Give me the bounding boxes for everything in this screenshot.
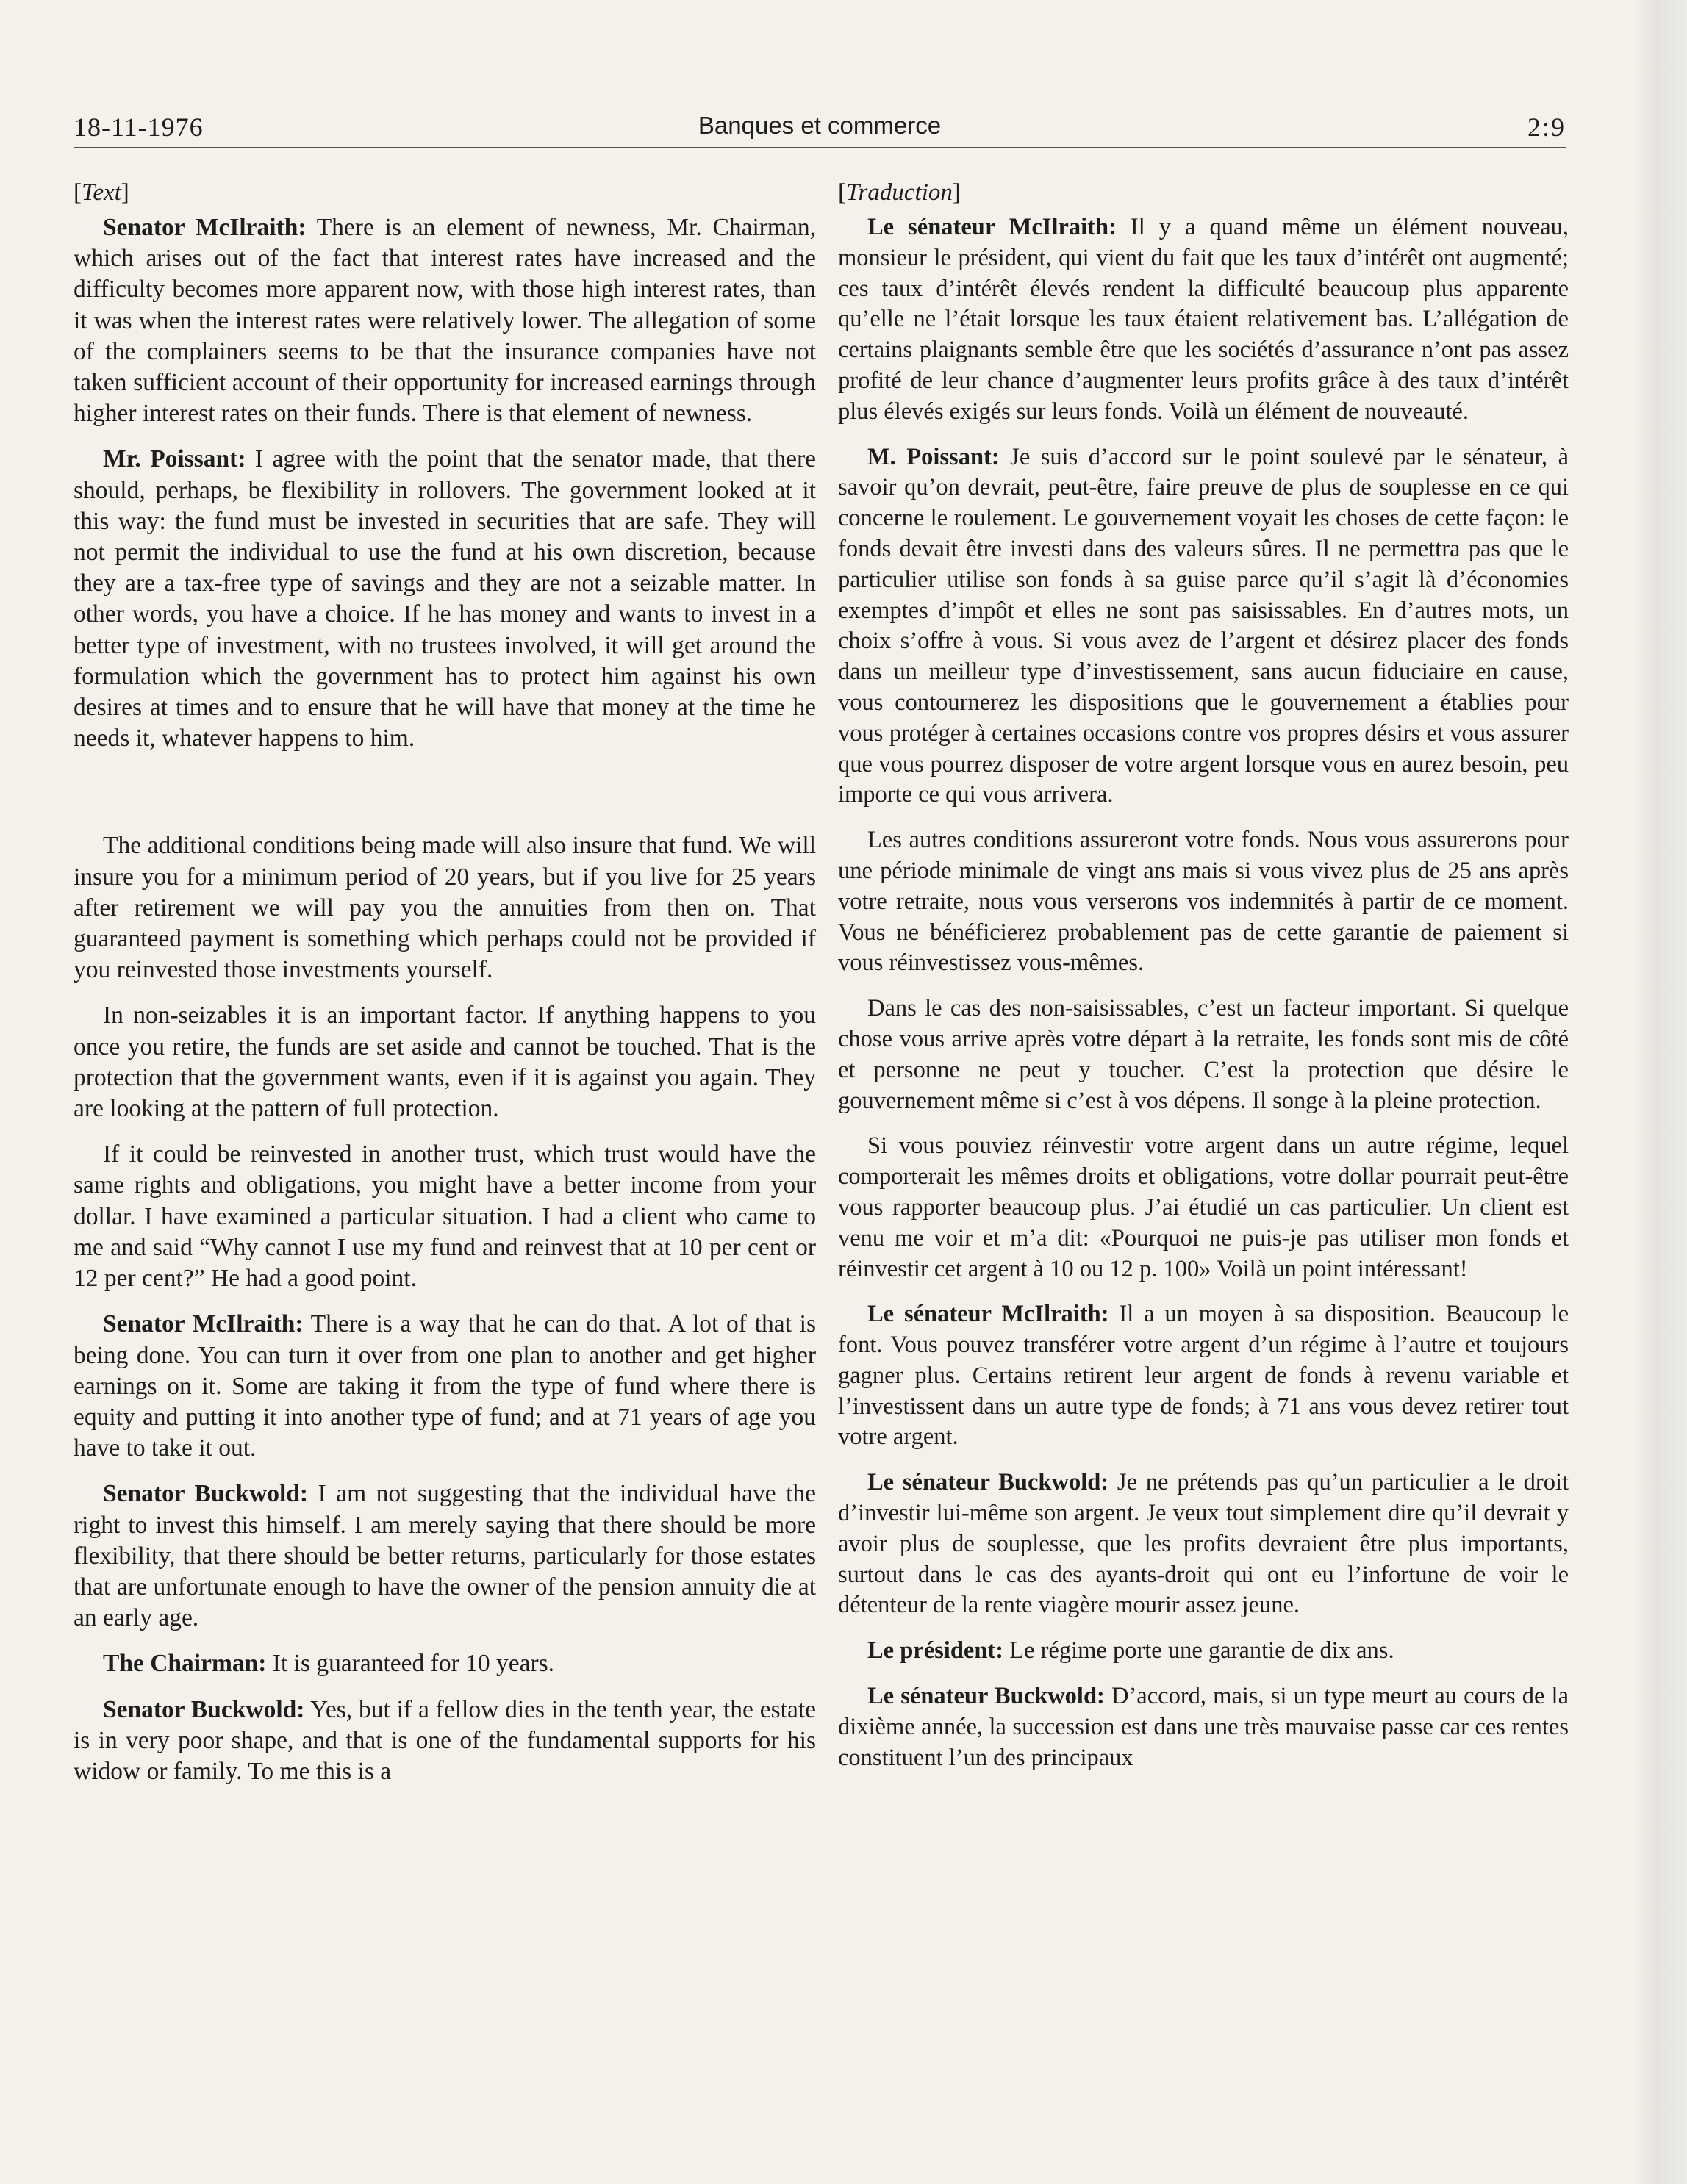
- header-date: 18-11-1976: [74, 112, 204, 142]
- paragraph-text: Dans le cas des non-saisissables, c’est un facteur important. Si quelque chose vous arrive après votre départ à la retraite, les fonds sont mis de côté et personne ne peut y toucher. C’est la protection que désire le gouvernement même si c’est à vos dépens. Il songe à la pleine protection.: [838, 995, 1569, 1114]
- paragraph-text: Je suis d’accord sur le point soulevé par le sénateur, à savoir qu’on devrait, peut-être, faire preuve de plus de souplesse en ce qui concerne le roulement. Le gouvernement voyait les choses de cette façon: le fonds devait être investi dans des valeurs sûres. Il ne permettra pas que le particulier utilise son fonds à sa guise parce qu’il s’agit là d’économies exemptes d’impôt et elles ne sont pas saisissables. En d’autres mots, un choix s’offre à vous. Si vous avez de l’argent et désirez placer des fonds dans un meilleur type d’investissement, sans aucun fiduciaire en cause, vous contournerez les dispositions que le gouvernement a établies pour vous protéger à certaines occasions contre vos propres désirs et vous assurer que vous pourrez disposer de votre argent lorsque vous en aurez besoin, peu importe ce qui vous arrivera.: [838, 443, 1569, 808]
- paragraph: [74, 1309, 816, 1464]
- paragraph-text: Yes, but if a fellow dies in the tenth year, the estate is in very poor shape, and that is one of the fundamental supports for his widow or family. To me this is a: [74, 1695, 816, 1785]
- paragraph-text: There is a way that he can do that. A lot of that is being done. You can turn it over from one plan to another and get higher earnings on it. Some are taking it from the type of fund where there is equity and putting it into another type of fund; and at 71 years of age you have to take it out.: [74, 1310, 816, 1462]
- speaker-name: Le sénateur McIlraith:: [867, 214, 1117, 240]
- paragraph: [838, 825, 1569, 979]
- paragraph: [74, 1695, 816, 1788]
- french-column: [838, 178, 1569, 1788]
- paragraph: [838, 442, 1569, 811]
- speaker-name: Le président:: [867, 1637, 1004, 1664]
- paragraph-text: Le régime porte une garantie de dix ans.: [1003, 1637, 1394, 1664]
- speaker-name: Senator McIlraith:: [103, 214, 307, 241]
- paragraph: [74, 1139, 816, 1294]
- page-edge-shadow: [1636, 0, 1687, 2184]
- paragraph-text: Les autres conditions assureront votre fonds. Nous vous assurerons pour une période minimale de vingt ans mais si vous vivez plus de 25 ans après votre retraite, nous vous verserons vos indemnités à partir de ce moment. Vous ne bénéficierez probablement pas de cette garantie de paiement si vous réinvestissez vous-mêmes.: [838, 827, 1569, 977]
- english-column: [74, 178, 816, 1802]
- paragraph: [74, 1479, 816, 1634]
- speaker-name: Mr. Poissant:: [103, 445, 246, 473]
- paragraph-text: Si vous pouviez réinvestir votre argent dans un autre régime, lequel comporterait les mêmes droits et obligations, votre dollar pourrait peut-être vous rapporter beaucoup plus. J’ai étudié un cas particulier. Un client est venu me voir et m’a dit: «Pourquoi ne puis-je pas utiliser mon fonds et réinvestir cet argent à 10 ou 12 p. 100» Voilà un point intéressant!: [838, 1132, 1569, 1282]
- speaker-name: M. Poissant:: [867, 443, 1000, 470]
- paragraph: [838, 994, 1569, 1116]
- paragraph-text: I agree with the point that the senator made, that there should, perhaps, be flexibility in rollovers. The government looked at it this way: the fund must be invested in securities that are safe. They will not permit the individual to use the fund at his own discretion, because they are a tax-free type of savings and they are not a seizable matter. In other words, you have a choice. If he has money and wants to invest in a better type of investment, with no trustees involved, it will get around the formulation which the government has to protect him against his own desires at times and to ensure that he will have that money at the time he needs it, whatever happens to him.: [74, 445, 816, 752]
- paragraph-text: I am not suggesting that the individual have the right to invest this himself. I am merely saying that there should be more flexibility, that there should be better returns, particularly for those estates that are unfortunate enough to have the owner of the pension annuity die at an early age.: [74, 1480, 816, 1632]
- paragraph-text: Je ne prétends pas qu’un particulier a le droit d’investir lui-même son argent. Je veux tout simplement dire qu’il devrait y avoir plus de souplesse, que les profits devraient être plus importants, surtout dans le cas des ayants-droit qui ont eu l’infortune de voir le détenteur de la rente viagère mourir assez jeune.: [838, 1469, 1569, 1619]
- paragraph: [74, 1648, 816, 1679]
- paragraph-text: The additional conditions being made will also insure that fund. We will insure you for a minimum period of 20 years, but if you live for 25 years after retirement we will pay you the annuities from then on. That guaranteed payment is something which perhaps could not be provided if you reinvested those investments yourself.: [74, 832, 816, 984]
- speaker-name: The Chairman:: [103, 1650, 267, 1678]
- paragraph: [74, 212, 816, 429]
- paragraph-text: D’accord, mais, si un type meurt au cours de la dixième année, la succession est dans une très mauvaise passe car ces rentes constituent l’un des principaux: [838, 1683, 1569, 1771]
- paragraph: [74, 830, 816, 985]
- paragraph-text: Il a un moyen à sa disposition. Beaucoup le font. Vous pouvez transférer votre argent d’un régime à l’autre et toujours gagner plus. Certains retirent leur argent de fonds à revenu variable et l’investissent dans un autre type de fonds; à 71 ans vous devez retirer tout votre argent.: [838, 1301, 1569, 1451]
- paragraph-text: If it could be reinvested in another trust, which trust would have the same rights and obligations, you might have a better income from your dollar. I have examined a particular situation. I had a client who came to me and said “Why cannot I use my fund and reinvest that at 10 per cent or 12 per cent?” He had a good point.: [74, 1141, 816, 1293]
- page-header: [74, 103, 1566, 148]
- paragraph-text: Il y a quand même un élément nouveau, monsieur le président, qui vient du fait que les taux d’intérêt ont augmenté; ces taux d’intérêt élevés rendent la difficulté beaucoup plus apparente qu’elle ne l’était lorsque les taux étaient relativement bas. L’allégation de certains plaignants semble être que les sociétés d’assurance n’ont pas assez profité de leur chance d’augmenter leurs profits grâce à des taux d’intérêt plus élevés exigés sur leurs fonds. Voilà un élément de nouveauté.: [838, 214, 1569, 425]
- paragraph: [838, 1299, 1569, 1453]
- speaker-name: Le sénateur Buckwold:: [867, 1469, 1109, 1496]
- speaker-name: Senator Buckwold:: [103, 1695, 305, 1723]
- paragraph-text: In non-seizables it is an important factor. If anything happens to you once you retire, the funds are set aside and cannot be touched. That is the protection that the government wants, even if it is against you again. They are looking at the pattern of full protection.: [74, 1002, 816, 1123]
- speaker-name: Senator Buckwold:: [103, 1480, 309, 1508]
- speaker-name: Le sénateur Buckwold:: [867, 1683, 1105, 1710]
- paragraph: [838, 212, 1569, 428]
- speaker-name: Le sénateur McIlraith:: [867, 1301, 1109, 1328]
- paragraph: [838, 1468, 1569, 1621]
- header-title: Banques et commerce: [698, 112, 942, 139]
- paragraph-text: There is an element of newness, Mr. Chairman, which arises out of the fact that interest rates have increased and the difficulty becomes more apparent now, with those high interest rates, than it was when the interest rates were relatively lower. The allegation of some of the complainers seems to be that the insurance companies have not taken sufficient account of their opportunity for increased earnings through higher interest rates on their funds. There is that element of newness.: [74, 214, 816, 428]
- paragraph-text: It is guaranteed for 10 years.: [266, 1650, 555, 1678]
- language-label: [Traduction]: [838, 179, 961, 206]
- paragraph: [838, 1636, 1569, 1667]
- paragraph: [838, 1681, 1569, 1773]
- speaker-name: Senator McIlraith:: [103, 1310, 304, 1338]
- language-label: [Text]: [74, 179, 129, 206]
- paragraph: [838, 1131, 1569, 1285]
- paragraph: [74, 1000, 816, 1124]
- header-page-number: 2:9: [1527, 112, 1566, 142]
- paragraph: [74, 444, 816, 754]
